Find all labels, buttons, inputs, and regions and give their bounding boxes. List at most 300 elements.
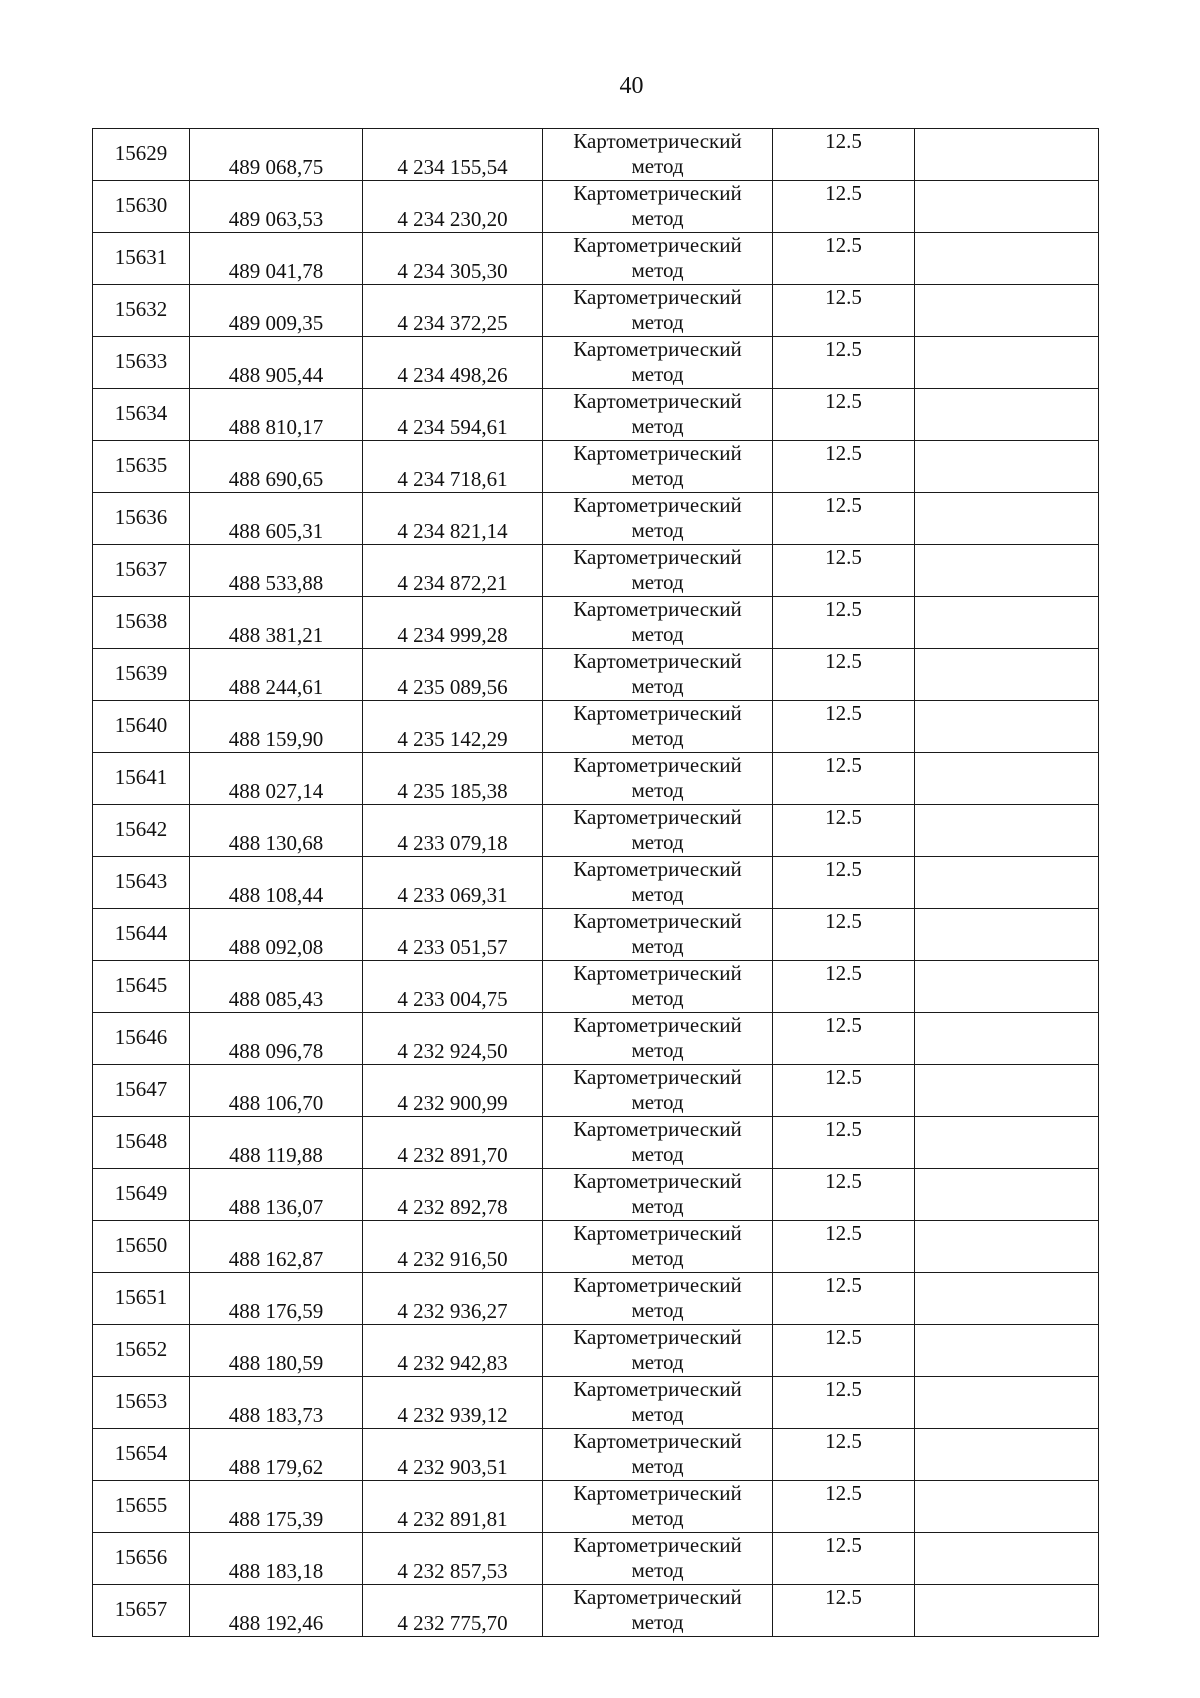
x-coordinate-text: 488 381,21 xyxy=(228,623,324,647)
x-coordinate-cell xyxy=(190,701,363,753)
y-coordinate-text: 4 234 155,54 xyxy=(397,155,508,179)
point-id-text: 15635 xyxy=(114,453,168,477)
method-line-2: метод xyxy=(631,1194,684,1218)
x-coordinate-cell xyxy=(190,1169,363,1221)
method-line-2: метод xyxy=(631,830,684,854)
x-coordinate-text: 488 183,18 xyxy=(228,1559,324,1583)
point-id-cell xyxy=(93,1325,190,1377)
point-id-text: 15642 xyxy=(114,817,168,841)
table-row xyxy=(93,545,1099,597)
method-line-1: Картометрический xyxy=(573,1221,742,1245)
method-line-2: метод xyxy=(631,206,684,230)
y-coordinate-cell xyxy=(363,337,543,389)
x-coordinate-cell xyxy=(190,1221,363,1273)
accuracy-text: 12.5 xyxy=(825,1273,862,1297)
accuracy-text: 12.5 xyxy=(825,857,862,881)
point-id-text: 15639 xyxy=(114,661,168,685)
note-cell xyxy=(915,1169,1099,1221)
point-id-cell xyxy=(93,233,190,285)
accuracy-text: 12.5 xyxy=(825,493,862,517)
y-coordinate-cell xyxy=(363,285,543,337)
y-coordinate-text: 4 234 594,61 xyxy=(397,415,508,439)
note-cell xyxy=(915,1117,1099,1169)
table-row xyxy=(93,181,1099,233)
point-id-cell xyxy=(93,129,190,181)
x-coordinate-text: 488 690,65 xyxy=(228,467,324,491)
method-line-1: Картометрический xyxy=(573,1117,742,1141)
method-line-1: Картометрический xyxy=(573,753,742,777)
y-coordinate-cell xyxy=(363,1481,543,1533)
x-coordinate-text: 488 027,14 xyxy=(228,779,324,803)
point-id-cell xyxy=(93,1169,190,1221)
point-id-cell xyxy=(93,649,190,701)
y-coordinate-text: 4 234 999,28 xyxy=(397,623,508,647)
method-line-1: Картометрический xyxy=(573,1273,742,1297)
method-line-1: Картометрический xyxy=(573,1377,742,1401)
table-row xyxy=(93,857,1099,909)
table-row xyxy=(93,597,1099,649)
point-id-cell xyxy=(93,701,190,753)
table-row xyxy=(93,1117,1099,1169)
method-line-2: метод xyxy=(631,1558,684,1582)
method-line-1: Картометрический xyxy=(573,1481,742,1505)
y-coordinate-cell xyxy=(363,1117,543,1169)
point-id-cell xyxy=(93,1481,190,1533)
point-id-text: 15655 xyxy=(114,1493,168,1517)
note-cell xyxy=(915,337,1099,389)
note-cell xyxy=(915,285,1099,337)
coordinates-table-body xyxy=(93,129,1099,1637)
accuracy-cell xyxy=(773,129,915,181)
table-row xyxy=(93,441,1099,493)
x-coordinate-cell xyxy=(190,233,363,285)
y-coordinate-text: 4 232 942,83 xyxy=(397,1351,508,1375)
method-cell xyxy=(543,753,773,805)
accuracy-text: 12.5 xyxy=(825,389,862,413)
accuracy-cell xyxy=(773,545,915,597)
y-coordinate-cell xyxy=(363,233,543,285)
note-cell xyxy=(915,1585,1099,1637)
note-cell xyxy=(915,753,1099,805)
x-coordinate-text: 488 176,59 xyxy=(228,1299,324,1323)
x-coordinate-text: 488 183,73 xyxy=(228,1403,324,1427)
method-line-1: Картометрический xyxy=(573,649,742,673)
method-line-2: метод xyxy=(631,1454,684,1478)
note-cell xyxy=(915,493,1099,545)
note-cell xyxy=(915,961,1099,1013)
x-coordinate-text: 488 136,07 xyxy=(228,1195,324,1219)
page-number: 40 xyxy=(619,73,644,99)
accuracy-text: 12.5 xyxy=(825,701,862,725)
x-coordinate-cell xyxy=(190,961,363,1013)
point-id-text: 15652 xyxy=(114,1337,168,1361)
method-line-2: метод xyxy=(631,1350,684,1374)
note-cell xyxy=(915,441,1099,493)
note-cell xyxy=(915,805,1099,857)
point-id-cell xyxy=(93,493,190,545)
x-coordinate-cell xyxy=(190,1533,363,1585)
accuracy-cell xyxy=(773,1325,915,1377)
method-line-2: метод xyxy=(631,934,684,958)
method-line-2: метод xyxy=(631,1142,684,1166)
y-coordinate-cell xyxy=(363,545,543,597)
method-line-2: метод xyxy=(631,1610,684,1634)
method-line-1: Картометрический xyxy=(573,337,742,361)
y-coordinate-text: 4 232 891,81 xyxy=(397,1507,508,1531)
y-coordinate-cell xyxy=(363,597,543,649)
y-coordinate-cell xyxy=(363,1169,543,1221)
table-row xyxy=(93,1481,1099,1533)
accuracy-cell xyxy=(773,285,915,337)
method-line-1: Картометрический xyxy=(573,1585,742,1609)
y-coordinate-cell xyxy=(363,1377,543,1429)
y-coordinate-text: 4 235 089,56 xyxy=(397,675,508,699)
y-coordinate-text: 4 232 775,70 xyxy=(397,1611,508,1635)
accuracy-cell xyxy=(773,389,915,441)
x-coordinate-cell xyxy=(190,1117,363,1169)
method-line-2: метод xyxy=(631,518,684,542)
x-coordinate-text: 488 244,61 xyxy=(228,675,324,699)
table-row xyxy=(93,649,1099,701)
x-coordinate-cell xyxy=(190,753,363,805)
point-id-cell xyxy=(93,1013,190,1065)
accuracy-cell xyxy=(773,441,915,493)
method-cell xyxy=(543,441,773,493)
note-cell xyxy=(915,701,1099,753)
x-coordinate-text: 488 085,43 xyxy=(228,987,324,1011)
note-cell xyxy=(915,1325,1099,1377)
x-coordinate-text: 488 192,46 xyxy=(228,1611,324,1635)
y-coordinate-text: 4 232 903,51 xyxy=(397,1455,508,1479)
y-coordinate-cell xyxy=(363,1585,543,1637)
table-row xyxy=(93,1169,1099,1221)
y-coordinate-text: 4 235 142,29 xyxy=(397,727,508,751)
method-cell xyxy=(543,389,773,441)
method-line-1: Картометрический xyxy=(573,493,742,517)
point-id-cell xyxy=(93,441,190,493)
accuracy-text: 12.5 xyxy=(825,1221,862,1245)
x-coordinate-cell xyxy=(190,285,363,337)
x-coordinate-text: 488 092,08 xyxy=(228,935,324,959)
x-coordinate-text: 488 180,59 xyxy=(228,1351,324,1375)
table-row xyxy=(93,1533,1099,1585)
y-coordinate-text: 4 234 305,30 xyxy=(397,259,508,283)
y-coordinate-text: 4 232 900,99 xyxy=(397,1091,508,1115)
table-row xyxy=(93,1065,1099,1117)
y-coordinate-cell xyxy=(363,129,543,181)
x-coordinate-text: 488 533,88 xyxy=(228,571,324,595)
y-coordinate-cell xyxy=(363,701,543,753)
method-cell xyxy=(543,857,773,909)
y-coordinate-text: 4 232 891,70 xyxy=(397,1143,508,1167)
method-cell xyxy=(543,1325,773,1377)
x-coordinate-text: 488 106,70 xyxy=(228,1091,324,1115)
x-coordinate-text: 488 810,17 xyxy=(228,415,324,439)
y-coordinate-text: 4 232 916,50 xyxy=(397,1247,508,1271)
note-cell xyxy=(915,1065,1099,1117)
method-line-1: Картометрический xyxy=(573,389,742,413)
accuracy-cell xyxy=(773,961,915,1013)
x-coordinate-text: 489 009,35 xyxy=(228,311,324,335)
method-line-1: Картометрический xyxy=(573,1325,742,1349)
x-coordinate-cell xyxy=(190,389,363,441)
method-line-1: Картометрический xyxy=(573,1065,742,1089)
y-coordinate-text: 4 234 872,21 xyxy=(397,571,508,595)
accuracy-cell xyxy=(773,1533,915,1585)
x-coordinate-cell xyxy=(190,1013,363,1065)
point-id-text: 15644 xyxy=(114,921,168,945)
method-cell xyxy=(543,337,773,389)
method-cell xyxy=(543,493,773,545)
point-id-cell xyxy=(93,857,190,909)
note-cell xyxy=(915,857,1099,909)
accuracy-cell xyxy=(773,493,915,545)
table-row xyxy=(93,233,1099,285)
x-coordinate-text: 488 905,44 xyxy=(228,363,324,387)
accuracy-text: 12.5 xyxy=(825,805,862,829)
point-id-text: 15645 xyxy=(114,973,168,997)
point-id-text: 15631 xyxy=(114,245,168,269)
accuracy-cell xyxy=(773,337,915,389)
method-cell xyxy=(543,1169,773,1221)
y-coordinate-cell xyxy=(363,753,543,805)
x-coordinate-cell xyxy=(190,857,363,909)
x-coordinate-cell xyxy=(190,1585,363,1637)
x-coordinate-cell xyxy=(190,1481,363,1533)
x-coordinate-text: 488 130,68 xyxy=(228,831,324,855)
point-id-text: 15630 xyxy=(114,193,168,217)
point-id-cell xyxy=(93,181,190,233)
method-line-1: Картометрический xyxy=(573,129,742,153)
point-id-text: 15632 xyxy=(114,297,168,321)
accuracy-cell xyxy=(773,1429,915,1481)
x-coordinate-text: 488 605,31 xyxy=(228,519,324,543)
y-coordinate-cell xyxy=(363,1533,543,1585)
x-coordinate-text: 489 068,75 xyxy=(228,155,324,179)
method-cell xyxy=(543,961,773,1013)
accuracy-text: 12.5 xyxy=(825,1117,862,1141)
point-id-text: 15651 xyxy=(114,1285,168,1309)
table-row xyxy=(93,389,1099,441)
method-line-2: метод xyxy=(631,1246,684,1270)
accuracy-text: 12.5 xyxy=(825,1013,862,1037)
method-line-2: метод xyxy=(631,1402,684,1426)
accuracy-text: 12.5 xyxy=(825,1533,862,1557)
table-row xyxy=(93,909,1099,961)
note-cell xyxy=(915,1221,1099,1273)
table-row xyxy=(93,129,1099,181)
accuracy-text: 12.5 xyxy=(825,285,862,309)
method-line-2: метод xyxy=(631,778,684,802)
method-line-1: Картометрический xyxy=(573,909,742,933)
y-coordinate-text: 4 232 939,12 xyxy=(397,1403,508,1427)
accuracy-text: 12.5 xyxy=(825,1481,862,1505)
table-row xyxy=(93,337,1099,389)
method-cell xyxy=(543,1481,773,1533)
note-cell xyxy=(915,597,1099,649)
accuracy-text: 12.5 xyxy=(825,129,862,153)
method-line-1: Картометрический xyxy=(573,961,742,985)
y-coordinate-cell xyxy=(363,1013,543,1065)
y-coordinate-text: 4 232 857,53 xyxy=(397,1559,508,1583)
y-coordinate-text: 4 233 079,18 xyxy=(397,831,508,855)
table-row xyxy=(93,1429,1099,1481)
y-coordinate-cell xyxy=(363,909,543,961)
method-cell xyxy=(543,1273,773,1325)
method-line-2: метод xyxy=(631,882,684,906)
note-cell xyxy=(915,1533,1099,1585)
y-coordinate-text: 4 235 185,38 xyxy=(397,779,508,803)
accuracy-text: 12.5 xyxy=(825,909,862,933)
table-row xyxy=(93,1013,1099,1065)
note-cell xyxy=(915,1273,1099,1325)
y-coordinate-text: 4 234 372,25 xyxy=(397,311,508,335)
method-line-1: Картометрический xyxy=(573,805,742,829)
method-line-2: метод xyxy=(631,1038,684,1062)
method-cell xyxy=(543,1377,773,1429)
accuracy-cell xyxy=(773,1481,915,1533)
method-cell xyxy=(543,545,773,597)
method-line-2: метод xyxy=(631,154,684,178)
note-cell xyxy=(915,1377,1099,1429)
method-line-1: Картометрический xyxy=(573,441,742,465)
point-id-cell xyxy=(93,389,190,441)
table-row xyxy=(93,285,1099,337)
y-coordinate-cell xyxy=(363,389,543,441)
y-coordinate-text: 4 232 936,27 xyxy=(397,1299,508,1323)
x-coordinate-cell xyxy=(190,441,363,493)
method-line-1: Картометрический xyxy=(573,1013,742,1037)
point-id-cell xyxy=(93,909,190,961)
point-id-text: 15649 xyxy=(114,1181,168,1205)
point-id-text: 15637 xyxy=(114,557,168,581)
method-cell xyxy=(543,649,773,701)
method-cell xyxy=(543,1117,773,1169)
point-id-cell xyxy=(93,1533,190,1585)
y-coordinate-cell xyxy=(363,441,543,493)
accuracy-cell xyxy=(773,805,915,857)
method-cell xyxy=(543,181,773,233)
method-cell xyxy=(543,597,773,649)
method-cell xyxy=(543,701,773,753)
note-cell xyxy=(915,233,1099,285)
accuracy-text: 12.5 xyxy=(825,597,862,621)
accuracy-text: 12.5 xyxy=(825,233,862,257)
x-coordinate-cell xyxy=(190,1325,363,1377)
table-row xyxy=(93,701,1099,753)
x-coordinate-text: 488 175,39 xyxy=(228,1507,324,1531)
point-id-cell xyxy=(93,1585,190,1637)
point-id-cell xyxy=(93,597,190,649)
accuracy-cell xyxy=(773,1273,915,1325)
x-coordinate-cell xyxy=(190,805,363,857)
x-coordinate-cell xyxy=(190,1377,363,1429)
method-cell xyxy=(543,1013,773,1065)
x-coordinate-text: 488 179,62 xyxy=(228,1455,324,1479)
method-line-2: метод xyxy=(631,414,684,438)
x-coordinate-cell xyxy=(190,597,363,649)
y-coordinate-text: 4 233 004,75 xyxy=(397,987,508,1011)
accuracy-text: 12.5 xyxy=(825,1585,862,1609)
x-coordinate-text: 488 119,88 xyxy=(229,1143,323,1167)
coordinates-table xyxy=(92,128,1099,1637)
point-id-text: 15636 xyxy=(114,505,168,529)
point-id-text: 15634 xyxy=(114,401,168,425)
accuracy-text: 12.5 xyxy=(825,1325,862,1349)
method-line-1: Картометрический xyxy=(573,181,742,205)
y-coordinate-cell xyxy=(363,1221,543,1273)
y-coordinate-cell xyxy=(363,649,543,701)
y-coordinate-cell xyxy=(363,181,543,233)
table-row xyxy=(93,1273,1099,1325)
y-coordinate-cell xyxy=(363,961,543,1013)
accuracy-cell xyxy=(773,857,915,909)
method-line-1: Картометрический xyxy=(573,857,742,881)
method-cell xyxy=(543,1429,773,1481)
note-cell xyxy=(915,649,1099,701)
point-id-cell xyxy=(93,753,190,805)
note-cell xyxy=(915,1481,1099,1533)
method-line-2: метод xyxy=(631,258,684,282)
accuracy-cell xyxy=(773,1065,915,1117)
method-line-1: Картометрический xyxy=(573,597,742,621)
y-coordinate-cell xyxy=(363,1273,543,1325)
x-coordinate-cell xyxy=(190,337,363,389)
method-line-1: Картометрический xyxy=(573,1429,742,1453)
point-id-text: 15638 xyxy=(114,609,168,633)
accuracy-cell xyxy=(773,181,915,233)
method-cell xyxy=(543,1221,773,1273)
method-line-1: Картометрический xyxy=(573,1169,742,1193)
accuracy-cell xyxy=(773,909,915,961)
point-id-cell xyxy=(93,961,190,1013)
method-line-1: Картометрический xyxy=(573,545,742,569)
point-id-text: 15643 xyxy=(114,869,168,893)
table-row xyxy=(93,1377,1099,1429)
x-coordinate-cell xyxy=(190,129,363,181)
y-coordinate-text: 4 233 069,31 xyxy=(397,883,508,907)
y-coordinate-text: 4 232 924,50 xyxy=(397,1039,508,1063)
point-id-text: 15653 xyxy=(114,1389,168,1413)
method-line-2: метод xyxy=(631,674,684,698)
x-coordinate-text: 488 096,78 xyxy=(228,1039,324,1063)
accuracy-text: 12.5 xyxy=(825,961,862,985)
method-line-2: метод xyxy=(631,726,684,750)
method-cell xyxy=(543,1533,773,1585)
method-cell xyxy=(543,909,773,961)
point-id-text: 15654 xyxy=(114,1441,168,1465)
accuracy-text: 12.5 xyxy=(825,1429,862,1453)
x-coordinate-text: 489 063,53 xyxy=(228,207,324,231)
table-row xyxy=(93,753,1099,805)
note-cell xyxy=(915,129,1099,181)
x-coordinate-text: 488 159,90 xyxy=(228,727,324,751)
method-line-2: метод xyxy=(631,310,684,334)
point-id-cell xyxy=(93,1221,190,1273)
point-id-cell xyxy=(93,1429,190,1481)
y-coordinate-cell xyxy=(363,1325,543,1377)
point-id-text: 15640 xyxy=(114,713,168,737)
point-id-cell xyxy=(93,545,190,597)
method-cell xyxy=(543,1585,773,1637)
point-id-text: 15633 xyxy=(114,349,168,373)
point-id-text: 15656 xyxy=(114,1545,168,1569)
y-coordinate-text: 4 234 821,14 xyxy=(397,519,508,543)
x-coordinate-cell xyxy=(190,181,363,233)
point-id-text: 15647 xyxy=(114,1077,168,1101)
y-coordinate-text: 4 233 051,57 xyxy=(397,935,508,959)
accuracy-text: 12.5 xyxy=(825,441,862,465)
